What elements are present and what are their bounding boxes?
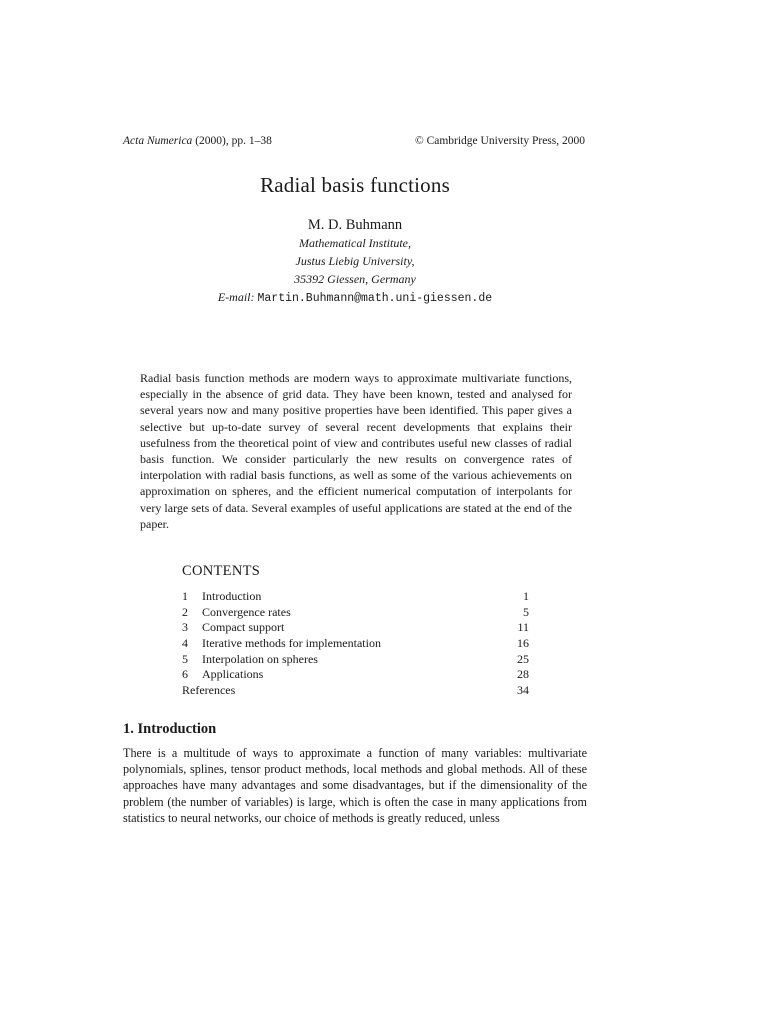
contents-heading: CONTENTS [182,563,261,579]
toc-entry-page: 28 [517,667,529,682]
journal-citation [123,135,272,147]
toc-entry[interactable] [182,667,529,683]
toc-entry-page: 5 [523,604,529,619]
email-address[interactable]: Martin.Buhmann@math.uni-giessen.de [257,292,493,305]
affiliation-line-3: 35392 Giessen, Germany [294,272,416,286]
toc-entry-number: 3 [182,620,188,635]
toc-entry-page: 25 [517,651,529,666]
running-head [123,135,585,147]
paper-title: Radial basis functions [260,173,450,197]
email-label: E-mail: [217,290,255,304]
toc-entry-title: Compact support [202,620,285,635]
toc-entry-number: 2 [182,604,188,619]
author-name: M. D. Buhmann [307,217,403,233]
toc-entry-title: Iterative methods for implementation [202,636,381,651]
abstract: Radial basis function methods are modern ways to approximate multivariate functions, especially in the absence of grid data. They have been known, tested and analysed for several years now and many positive properties have been identified. This paper gives a selective but up-to-date survey of several recent developments that explains their usefulness from the theoretical point of view and contributes useful new classes of radial basis function. We consider particularly the new results on convergence rates of interpolation with radial basis functions, as well as some of the various achievements on approximation on spheres, and the efficient numerical computation of interpolants for very large sets of data. Several examples of useful applications are stated at the end of the paper. [140,371,572,531]
table-of-contents [182,589,529,699]
affiliation-line-2: Justus Liebig University, [295,254,415,268]
toc-entry[interactable] [182,589,529,605]
toc-entry-title: Introduction [202,589,262,603]
toc-entry-references[interactable] [182,683,529,699]
toc-entry-number: 4 [182,636,188,651]
toc-entry[interactable] [182,636,529,652]
toc-entry[interactable] [182,652,529,668]
toc-entry[interactable] [182,620,529,636]
toc-entry-page: 16 [517,636,529,651]
journal-volume-pages: (2000), pp. 1–38 [192,135,272,147]
toc-entry-title: References [182,683,236,698]
toc-entry-number: 1 [182,589,188,603]
toc-entry-page: 11 [517,620,529,635]
toc-entry-number: 6 [182,667,188,682]
copyright-notice: © Cambridge University Press, 2000 [414,135,585,147]
toc-entry[interactable] [182,605,529,621]
introduction-paragraph: There is a multitude of ways to approximate a function of many variables: multivariate polynomials, splines, tensor product methods, local methods and global methods. All of these approaches have many advantages and some disadvantages, but if the dimensionality of the problem (the number of variables) is large, which is often the case in many applications from statistics to neural networks, our choice of methods is greatly reduced, unless [123,746,587,825]
section-heading-introduction: 1. Introduction [123,721,217,737]
toc-entry-title: Applications [202,667,264,682]
journal-name: Acta Numerica [123,135,193,147]
author-block [0,216,710,308]
email-line [0,288,710,308]
toc-entry-page: 34 [517,683,529,698]
affiliation-line-1: Mathematical Institute, [299,236,411,250]
toc-entry-title: Interpolation on spheres [202,651,318,666]
toc-entry-title: Convergence rates [202,604,291,619]
toc-entry-number: 5 [182,651,188,666]
toc-entry-page: 1 [523,589,529,603]
